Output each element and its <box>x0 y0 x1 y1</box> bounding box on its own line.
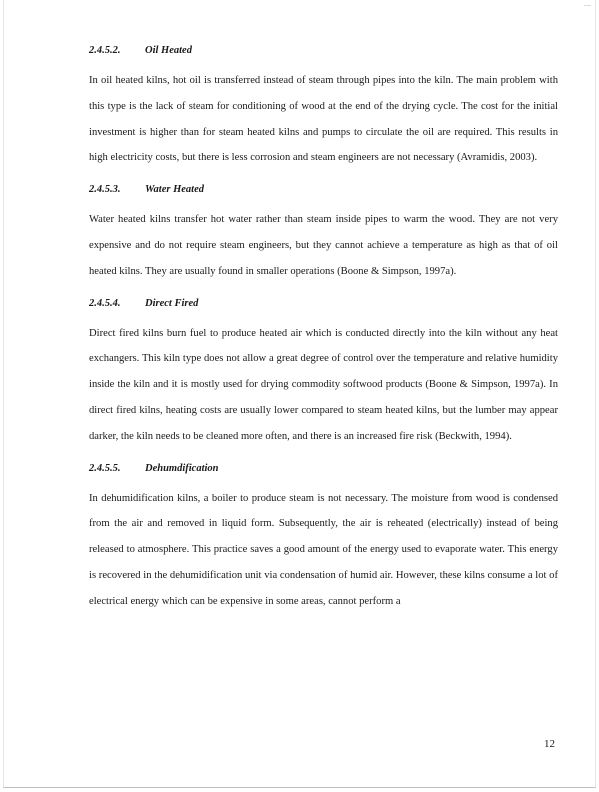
page-content <box>89 44 558 615</box>
section-paragraph: In oil heated kilns, hot oil is transferred instead of steam through pipes into the kiln. The main problem with this type is the lack of steam for conditioning of wood at the end of the drying cycle. The cost for the initial investment is higher than for steam heated kilns and pumps to circulate the oil are required. This results in high electricity costs, but there is less corrosion and steam engineers are not necessary (Avramidis, 2003). <box>89 75 558 164</box>
section-paragraph: In dehumidification kilns, a boiler to produce steam is not necessary. The moisture from wood is condensed from the air and removed in liquid form. Subsequently, the air is reheated (electrically) instead of being released to atmosphere. This practice saves a good amount of the energy used to evaporate water. This energy is recovered in the dehumidification unit via condensation of humid air. However, these kilns consume a lot of electrical energy which can be expensive in some areas, cannot perform a <box>89 492 558 607</box>
section-title: Water Heated <box>145 184 205 196</box>
section-title: Direct Fired <box>145 297 199 309</box>
section-number: 2.4.5.4. <box>89 297 121 309</box>
section-paragraph: Water heated kilns transfer hot water rather than steam inside pipes to warm the wood. They are not very expensive and do not require steam engineers, but they cannot achieve a temperature as high as that of oil heated kilns. They are usually found in smaller operations (Boone & Simpson, 1997a). <box>89 214 558 277</box>
section-direct-fired <box>89 297 558 450</box>
section-number: 2.4.5.5. <box>89 462 121 474</box>
section-heading <box>89 44 558 58</box>
section-number: 2.4.5.2. <box>89 45 121 56</box>
page-number: 12 <box>544 738 555 750</box>
corner-mark: — <box>584 2 591 9</box>
section-oil-heated <box>89 44 558 171</box>
section-heading <box>89 462 558 476</box>
section-title: Oil Heated <box>145 45 192 56</box>
section-title: Dehumdification <box>145 462 219 474</box>
section-number: 2.4.5.3. <box>89 184 121 196</box>
section-paragraph: Direct fired kilns burn fuel to produce heated air which is conducted directly into the kiln without any heat exchangers. This kiln type does not allow a great degree of control over the temperature and relative humidity inside the kiln and it is mostly used for drying commodity softwood products (Boone & Simpson, 1997a). In direct fired kilns, heating costs are usually lower compared to steam heated kilns, but the lumber may appear darker, the kiln needs to be cleaned more often, and there is an increased fire risk (Beckwith, 1994). <box>89 327 558 442</box>
section-water-heated <box>89 183 558 284</box>
section-dehumidification <box>89 462 558 615</box>
section-heading <box>89 183 558 197</box>
section-heading <box>89 297 558 311</box>
